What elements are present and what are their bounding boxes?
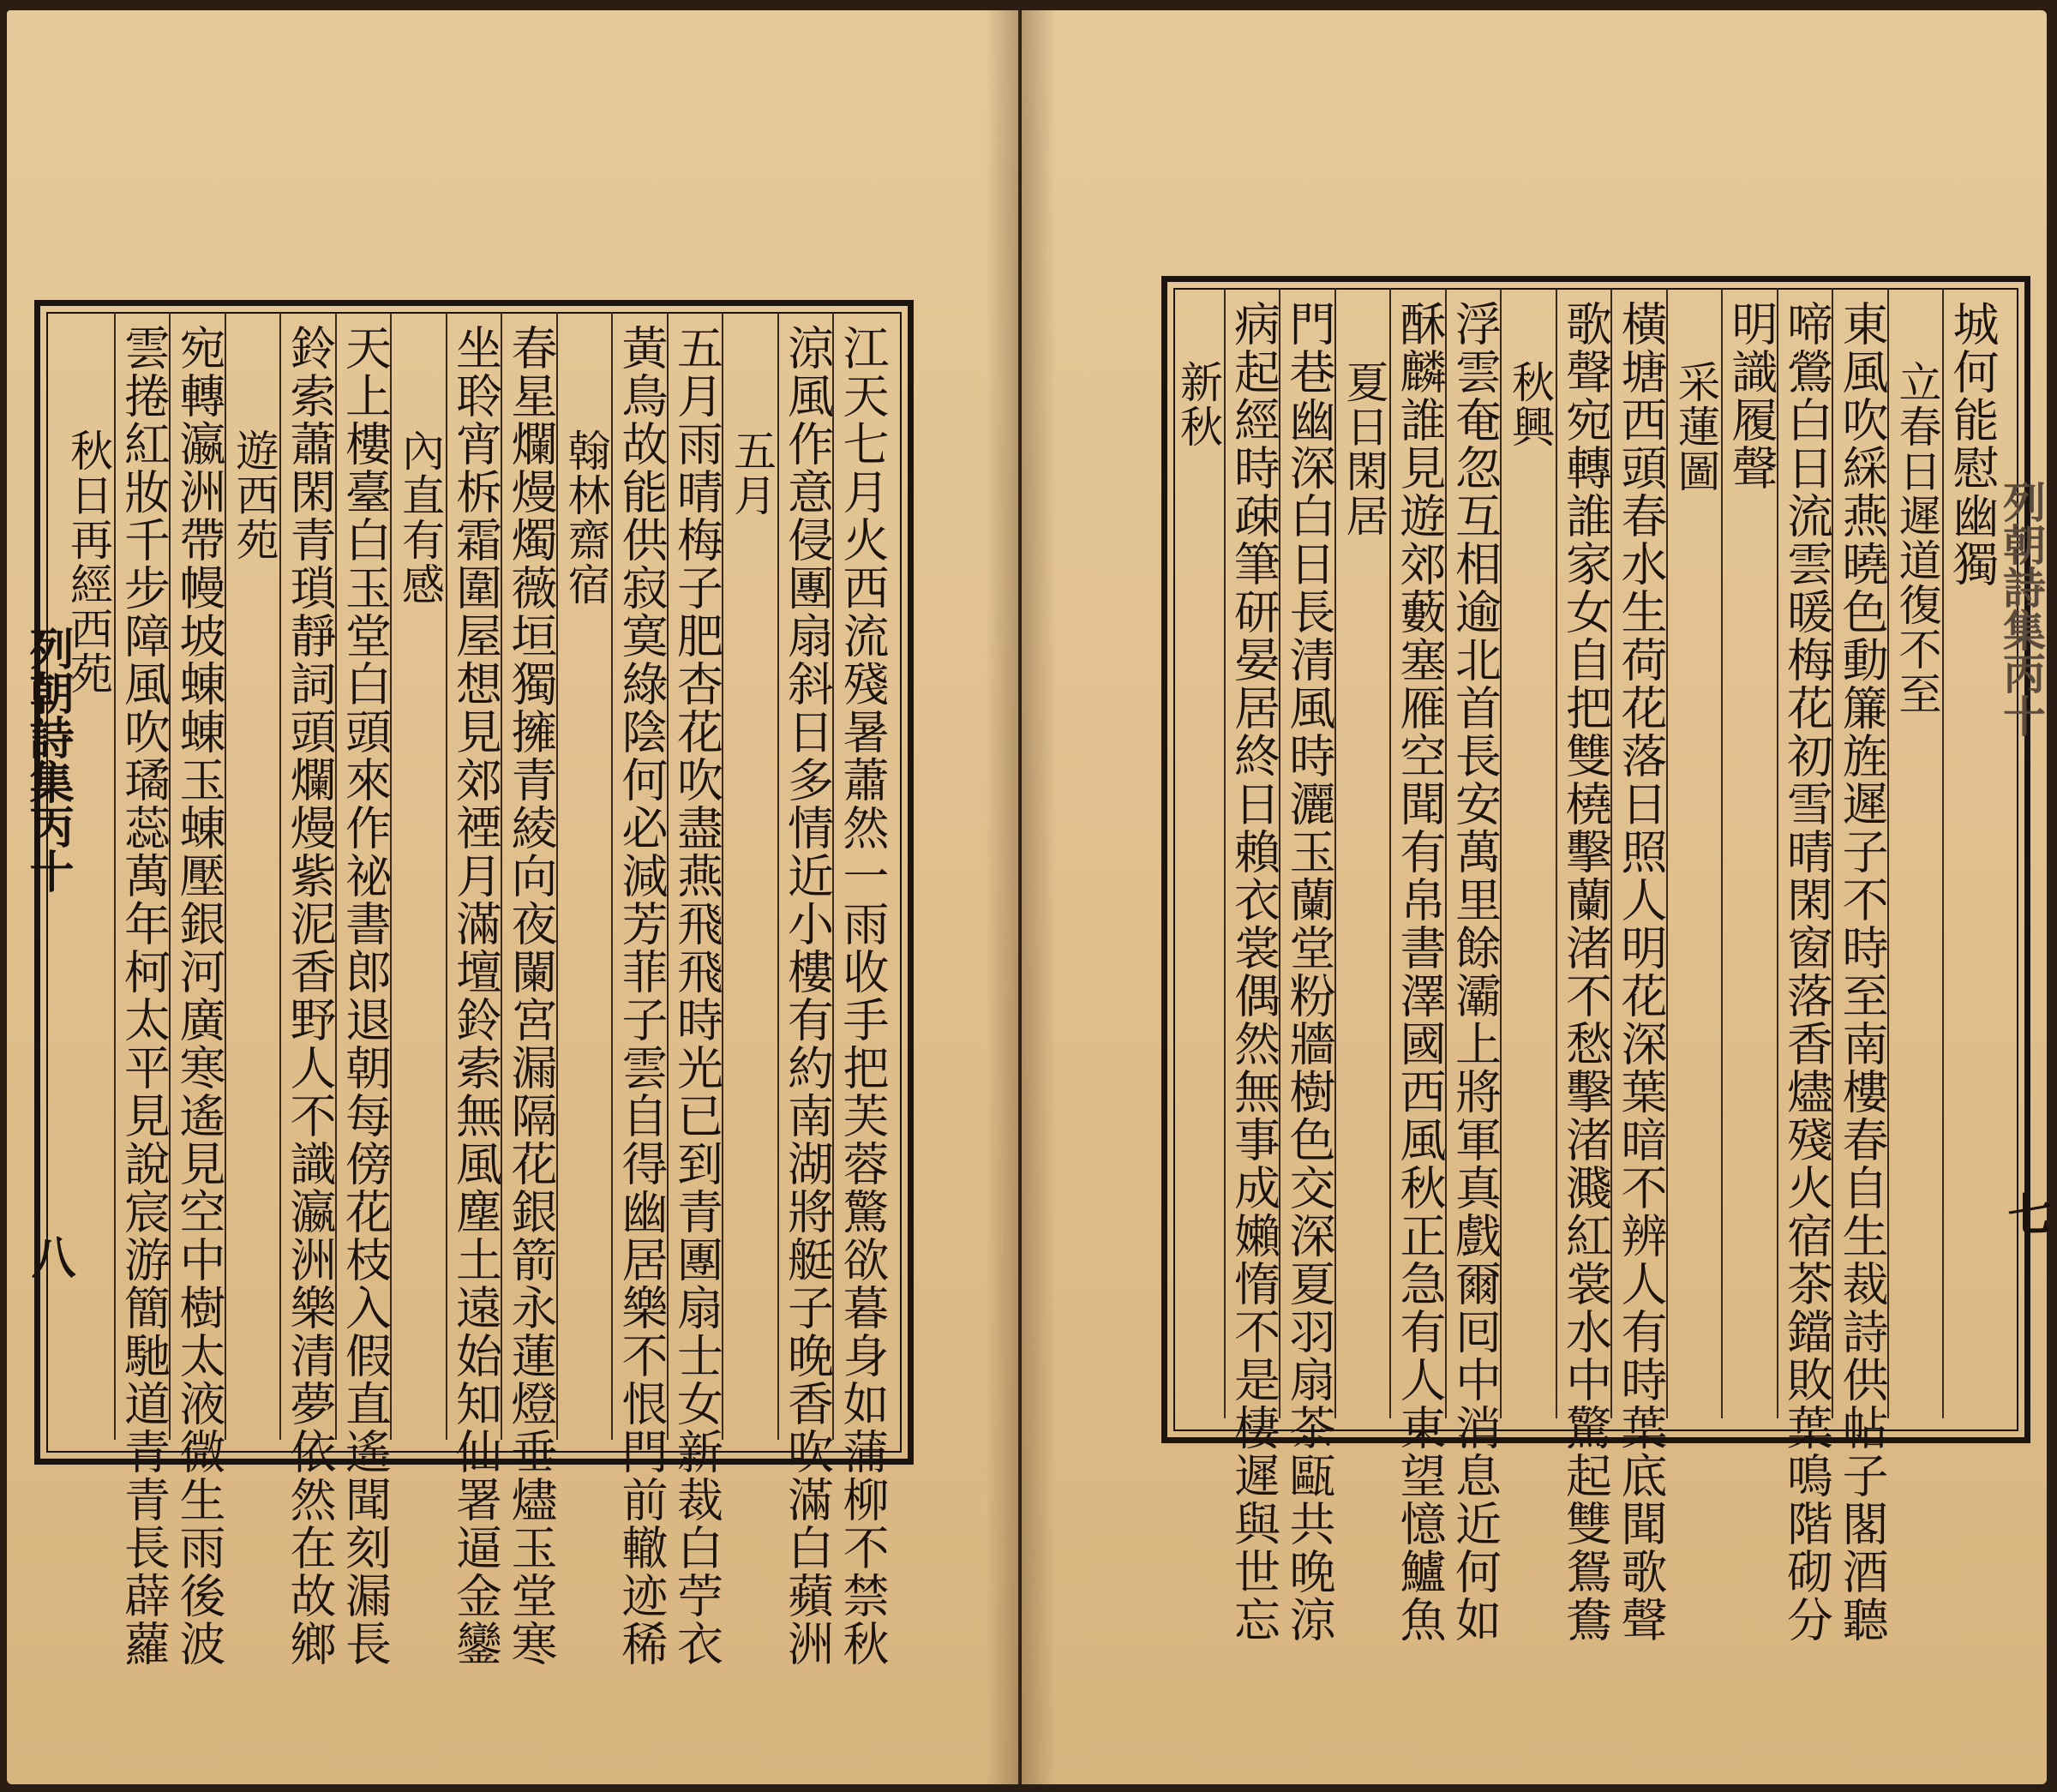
verse-column: 涼風作意侵團扇斜日多情近小樓有約南湖將艇子晚香吹滿白蘋洲 <box>780 324 835 1668</box>
verse-column: 歌聲宛轉誰家女自把雙橈擊蘭渚不愁擊渚濺紅裳水中驚起雙鴛鴦 <box>1558 300 1613 1644</box>
verse-column: 坐聆宵柝霜圍屋想見郊禋月滿壇鈴索無風塵土遠始知仙署逼金鑾 <box>448 324 503 1668</box>
verse-column: 城何能慰幽獨 <box>1946 300 2000 588</box>
verse-column: 宛轉瀛洲帶幔坡蝀蝀玉蝀壓銀河廣寒遙見空中樹太液微生雨後波 <box>172 324 226 1668</box>
poem-title-column: 采蓮圖 <box>1670 360 1721 494</box>
verse-column: 天上樓臺白玉堂白頭來作祕書郎退朝每傍花枝入假直遙聞刻漏長 <box>338 324 393 1668</box>
verse-column: 病起經時疎筆研晏居終日賴衣裳偶然無事成嬾惰不是棲遲與世忘 <box>1226 300 1281 1644</box>
verse-column: 五月雨晴梅子肥杏花吹盡燕飛飛時光已到青團扇士女新裁白苧衣 <box>669 324 724 1668</box>
gutter-shadow-left <box>986 10 1020 1784</box>
poem-title-column: 秋興 <box>1505 360 1555 449</box>
poem-title-column: 五月 <box>727 429 777 518</box>
verse-column: 江天七月火西流殘暑蕭然一雨收手把芙蓉驚欲暮身如蒲柳不禁秋 <box>836 324 890 1668</box>
right-margin-number: 七 <box>2000 1191 2052 1236</box>
gutter-shadow-right <box>1022 10 1056 1784</box>
column-divider <box>1224 289 1226 1418</box>
poem-title-column: 內直有感 <box>395 429 445 607</box>
verse-column: 浮雲奄忽互相逾北首長安萬里餘灞上將軍真戲爾囘中消息近何如 <box>1448 300 1502 1644</box>
verse-column: 門巷幽深白日長清風時灑玉蘭堂粉牆樹色交深夏羽扇茶甌共晚涼 <box>1282 300 1336 1644</box>
verse-column: 黃鳥故能供寂寞綠陰何必減芳菲子雲自得幽居樂不恨門前轍迹稀 <box>615 324 669 1668</box>
poem-title-column: 翰林齋宿 <box>561 429 611 607</box>
verse-column: 東風吹綵燕曉色動簾旌遲子不時至南樓春自生裁詩供帖子閣酒聽 <box>1835 300 1889 1644</box>
left-margin-number: 八 <box>23 1234 75 1279</box>
column-divider <box>1556 289 1557 1418</box>
left-margin-title: 列朝詩集丙十 <box>21 626 74 893</box>
poem-title-column: 遊西苑 <box>229 429 279 562</box>
poem-title-column: 新秋 <box>1173 360 1223 449</box>
verse-column: 春星爛熳燭薇垣獨擁青綾向夜闌宮漏隔花銀箭永蓮燈垂燼玉堂寒 <box>504 324 558 1668</box>
verse-column: 橫塘西頭春水生荷花落日照人明花深葉暗不辨人有時葉底聞歌聲 <box>1614 300 1668 1644</box>
verse-column: 雲捲紅妝千步障風吹璚蕊萬年柯太平見說宸游簡馳道青青長薜蘿 <box>117 324 171 1668</box>
verse-column: 明識履聲 <box>1724 300 1778 492</box>
verse-column: 酥麟誰見遊郊藪塞雁空聞有帛書澤國西風秋正急有人東望憶鱸魚 <box>1393 300 1447 1644</box>
poem-title-column: 秋日再經西苑 <box>63 429 113 696</box>
poem-title-column: 立春日遲道復不至 <box>1892 360 1942 716</box>
right-margin-title: 列朝詩集丙十 <box>1996 480 2047 737</box>
verse-column: 鈴索蕭閑青瑣靜詞頭爛熳紫泥香野人不識瀛洲樂清夢依然在故鄉 <box>283 324 337 1668</box>
poem-title-column: 夏日閑居 <box>1339 360 1389 538</box>
verse-column: 啼鶯白日流雲暖梅花初雪晴閑窗落香燼殘火宿茶鐺敗葉鳴階砌分 <box>1779 300 1834 1644</box>
